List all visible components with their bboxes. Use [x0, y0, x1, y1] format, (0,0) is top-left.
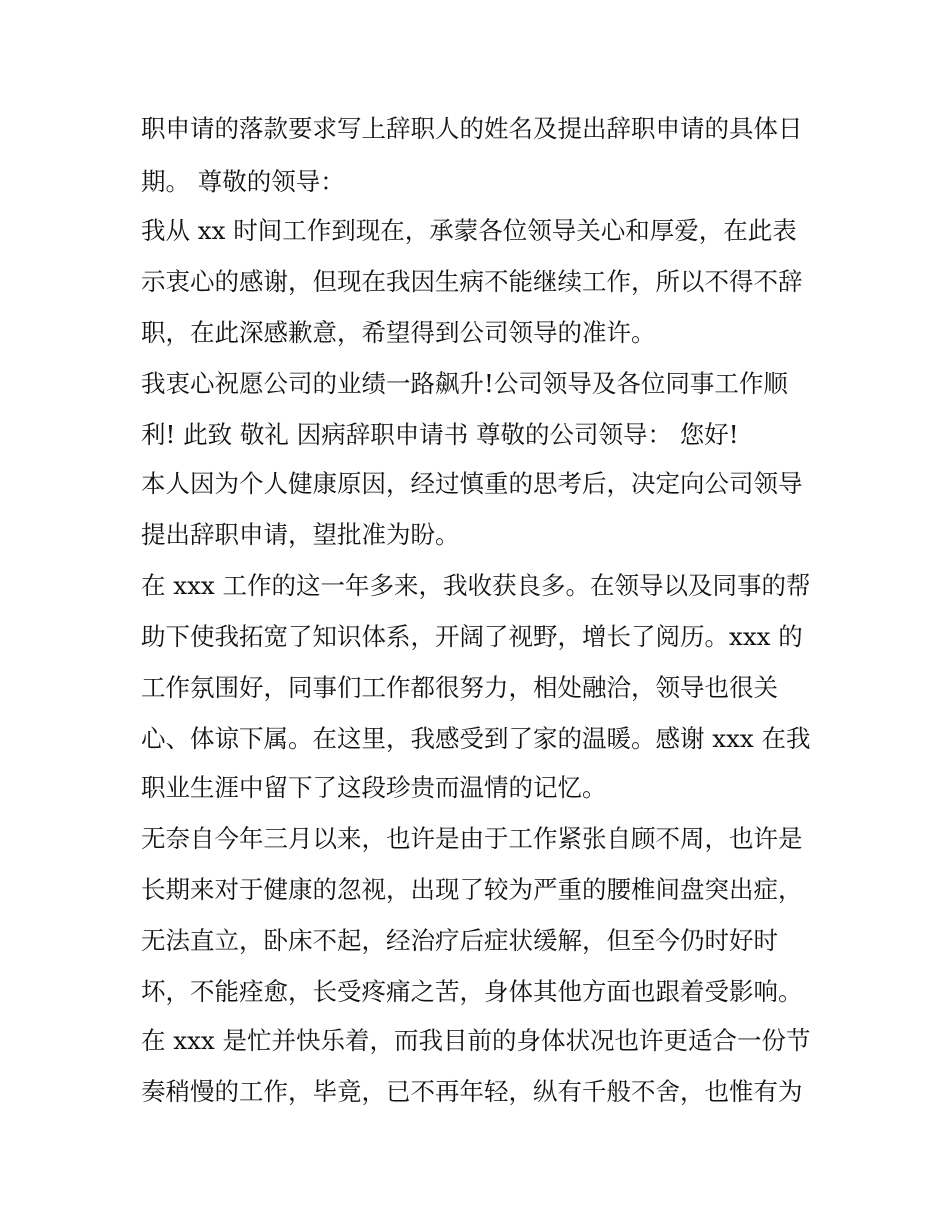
text-line: 职，在此深感歉意，希望得到公司领导的准许。 [141, 318, 656, 347]
text-line: 无奈自今年三月以来，也许是由于工作紧张自顾不周，也许是 [141, 824, 803, 853]
text-line: 长期来对于健康的忽视，出现了较为严重的腰椎间盘突出症， [141, 875, 803, 904]
text-line: 助下使我拓宽了知识体系，开阔了视野，增长了阅历。xxx 的 [141, 622, 803, 651]
text-line: 我衷心祝愿公司的业绩一路飙升!公司领导及各位同事工作顺 [141, 369, 788, 398]
text-line: 我从 xx 时间工作到现在，承蒙各位领导关心和厚爱，在此表 [141, 216, 797, 245]
text-line: 在 xxx 是忙并快乐着，而我目前的身体状况也许更适合一份节 [141, 1026, 811, 1055]
text-line: 在 xxx 工作的这一年多来，我收获良多。在领导以及同事的帮 [141, 571, 811, 600]
text-line: 坏，不能痊愈，长受疼痛之苦，身体其他方面也跟着受影响。 [141, 977, 803, 1006]
text-line: 本人因为个人健康原因，经过慎重的思考后，决定向公司领导 [141, 469, 803, 498]
text-line: 利! 此致 敬礼 因病辞职申请书 尊敬的公司领导： 您好! [141, 420, 739, 449]
text-line: 提出辞职申请，望批准为盼。 [141, 520, 460, 549]
text-line: 示衷心的感谢，但现在我因生病不能继续工作，所以不得不辞 [141, 267, 803, 296]
text-line: 工作氛围好，同事们工作都很努力，相处融洽，领导也很关 [141, 673, 778, 702]
text-line: 奏稍慢的工作，毕竟，已不再年轻，纵有千般不舍，也惟有为 [141, 1077, 803, 1106]
text-line: 期。 尊敬的领导： [141, 167, 345, 196]
text-line: 心、体谅下属。在这里，我感受到了家的温暖。感谢 xxx 在我 [141, 724, 811, 753]
text-line: 无法直立，卧床不起，经治疗后症状缓解，但至今仍时好时 [141, 926, 778, 955]
text-line: 职申请的落款要求写上辞职人的姓名及提出辞职申请的具体日 [141, 114, 803, 143]
text-line: 职业生涯中留下了这段珍贵而温情的记忆。 [141, 773, 607, 802]
